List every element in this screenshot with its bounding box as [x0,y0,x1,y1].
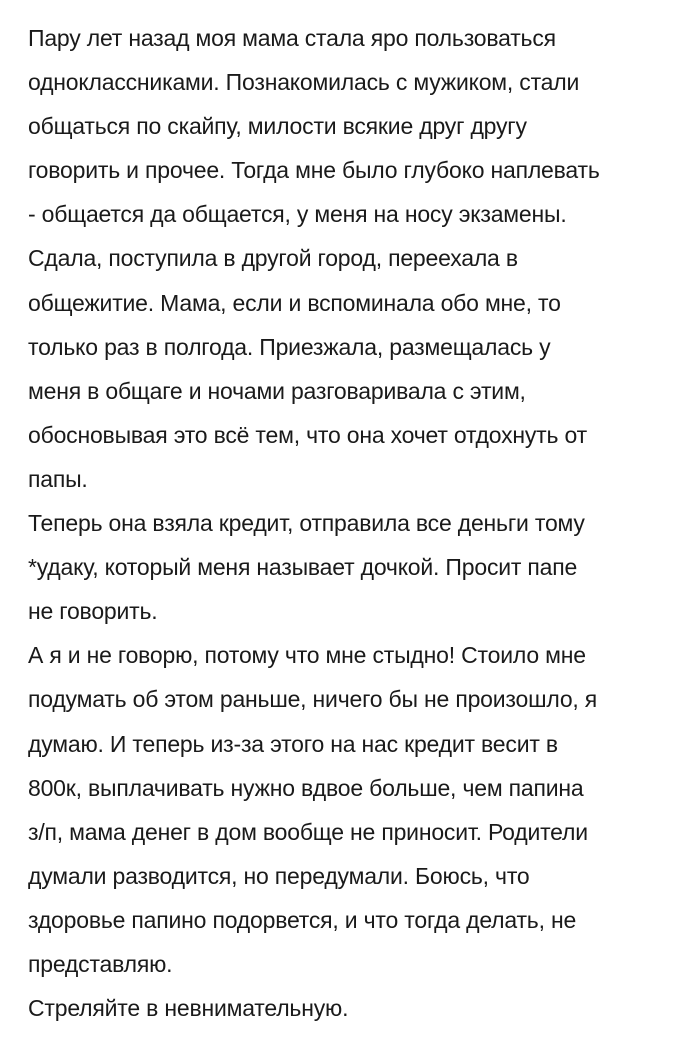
text-line: папы. [28,465,88,492]
text-line: Сдала, поступила в другой город, переехала в [28,245,518,272]
text-line: *удаку, который меня называет дочкой. Просит папе [28,554,578,581]
text-line: меня в общаге и ночами разговаривала с этим, [28,377,526,404]
post-text [28,16,700,1030]
text-line: А я и не говорю, потому что мне стыдно! Стоило мне [28,642,586,669]
text-line: з/п, мама денег в дом вообще не приносит. Родители [28,818,588,845]
text-line: общежитие. Мама, если и вспоминала обо мне, то [28,289,561,316]
text-line: Пару лет назад моя мама стала яро пользоваться [28,25,556,51]
text-line: представляю. [28,950,173,977]
text-line: Теперь она взяла кредит, отправила все деньги тому [28,510,585,537]
text-line: не говорить. [28,598,158,625]
text-line: думали разводится, но передумали. Боюсь, что [28,862,530,889]
text-line: одноклассниками. Познакомилась с мужиком, стали [28,69,580,96]
text-line: подумать об этом раньше, ничего бы не произошло, я [28,686,598,713]
text-line: думаю. И теперь из-за этого на нас кредит весит в [28,730,558,757]
text-line: говорить и прочее. Тогда мне было глубоко наплевать [28,157,600,184]
text-line: 800к, выплачивать нужно вдвое больше, чем папина [28,774,584,801]
text-line: общаться по скайпу, милости всякие друг другу [28,113,527,140]
text-line: только раз в полгода. Приезжала, размещалась у [28,333,551,360]
text-line: обосновывая это всё тем, что она хочет отдохнуть от [28,421,587,448]
text-line: Стреляйте в невнимательную. [28,995,349,1022]
text-line: здоровье папино подорвется, и что тогда делать, не [28,906,577,933]
text-line: - общается да общается, у меня на носу экзамены. [28,201,567,228]
